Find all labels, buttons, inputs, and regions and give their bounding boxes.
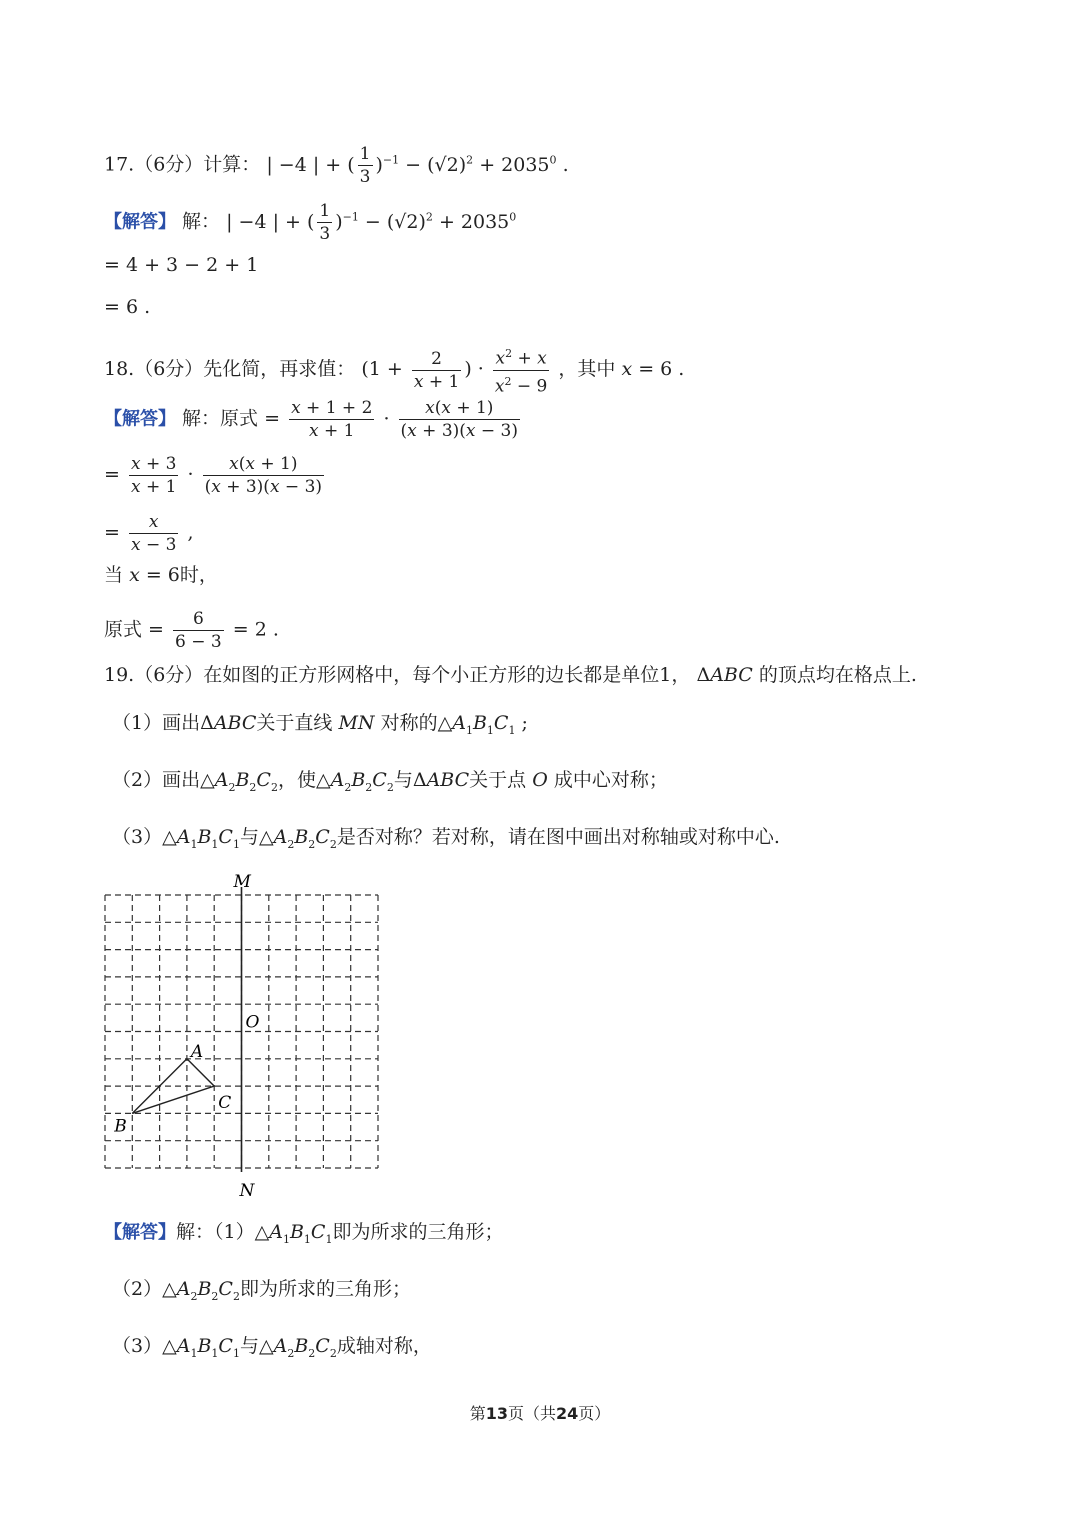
q19-answer-line3 <box>112 1333 432 1367</box>
q19-p3-text-c: 是否对称？若对称，请在图中画出对称轴或对称中心. <box>336 826 780 848</box>
q19-p3-text-a: （3）△ <box>112 826 177 848</box>
q19-a1-text-a: 解：（1）△ <box>176 1221 270 1243</box>
q19-p2-a2b2c2: $A_2B_2C_2$ <box>214 769 278 794</box>
q17-head: 17.（6分）计算： <box>104 153 261 176</box>
q18-condition: ，其中 <box>558 358 616 381</box>
q19-p1-abc: ΔABC <box>200 712 257 734</box>
grid-figure <box>95 870 395 1200</box>
q18-when: 当 <box>104 564 124 586</box>
q19-p2-abc: ΔABC <box>412 769 470 791</box>
q17-answer-tag: 【解答】 <box>104 211 176 233</box>
q18-when-line <box>104 562 218 588</box>
q19-p2-a2b2c2-b: $A_2B_2C_2$ <box>330 769 394 794</box>
footer-mid: 页（共 <box>507 1404 556 1423</box>
q19-part2 <box>112 767 668 801</box>
q19-a1-a1b1c1: $A_1B_1C_1$ <box>269 1221 333 1246</box>
q19-p2-text-a: （2）画出△ <box>112 769 215 791</box>
q17-answer-expression: | −4 | + ( $\frac{1}{3}$ )$^{-1} - (√2)^2 + 2035^0$ <box>226 201 517 244</box>
q17-line <box>104 143 569 188</box>
q19-p2-text-c: 与 <box>393 769 413 791</box>
q19-p2-text-b: ，使△ <box>277 769 331 791</box>
q18-final-lead: 原式 = <box>104 618 164 641</box>
q18-step1: = $\frac{x + 3}{x + 1}$ · $\frac{x(x + 1)}{(x + 3)(x - 3)}$ <box>104 454 323 497</box>
page-footer <box>0 1401 1080 1424</box>
q19-line <box>104 662 917 688</box>
q19-p3-text-b: 与△ <box>239 826 274 848</box>
q17-answer-lead: 解： <box>182 210 221 233</box>
footer-page-number: 13 <box>485 1404 508 1423</box>
q19-a3-text-b: 与△ <box>239 1335 274 1357</box>
q19-p1-text-a: （1）画出 <box>112 712 201 734</box>
q19-head-tail: 的顶点均在格点上. <box>758 664 917 686</box>
q18-expression: (1 + $\frac{2}{x + 1}$ ) · $\frac{x^2 + x}{x^2 - 9}$ <box>361 358 552 380</box>
q17-step1: = 4 + 3 − 2 + 1 <box>104 254 259 276</box>
q19-answer-line2 <box>112 1276 411 1310</box>
label-a: A <box>190 1041 204 1062</box>
q19-a3-text-c: 成轴对称， <box>336 1335 432 1357</box>
q19-head: 19.（6分）在如图的正方形网格中，每个小正方形的边长都是单位1， <box>104 664 691 686</box>
footer-post: 页） <box>578 1404 611 1423</box>
label-n: N <box>239 1181 255 1200</box>
q18-line <box>104 343 684 397</box>
q19-p2-o: O <box>526 769 554 791</box>
q17-expression: | −4 | + ( $\frac{1}{3}$ )$^{-1} - (√2)^2 + 2035^0$ . <box>266 144 569 187</box>
q19-answer-tag: 【解答】 <box>104 1222 176 1243</box>
q18-step2: = $\frac{x}{x - 3}$ , <box>104 512 194 555</box>
label-b: B <box>114 1116 127 1137</box>
q19-p1-text-b: 关于直线 <box>256 712 333 734</box>
q18-head: 18.（6分）先化简，再求值： <box>104 358 356 381</box>
q19-a2-text-b: 即为所求的三角形； <box>239 1278 411 1300</box>
q17-answer-line <box>104 200 516 245</box>
q19-p3-a1b1c1: $A_1B_1C_1$ <box>176 826 240 851</box>
q19-p1-text-c: 对称的△ <box>380 712 453 734</box>
q19-triangle-abc: ΔABC <box>696 664 753 686</box>
q18-answer-step0: $\frac{x + 1 + 2}{x + 1}$ · $\frac{x(x + 1)}{(x + 3)(x - 3)}$ <box>291 398 518 441</box>
q18-when-value: x = 6 <box>129 564 180 586</box>
q19-a1-text-b: 即为所求的三角形； <box>332 1221 504 1243</box>
q19-p2-text-e: 成中心对称； <box>553 769 668 791</box>
q19-a2-a2b2c2: $A_2B_2C_2$ <box>176 1278 240 1303</box>
label-c: C <box>218 1093 232 1114</box>
footer-total-pages: 24 <box>556 1404 579 1423</box>
q18-final-line <box>104 608 279 653</box>
q18-answer-line <box>104 397 523 442</box>
q19-a3-a2b2c2: $A_2B_2C_2$ <box>273 1335 337 1360</box>
q18-final-tail: = 2 . <box>232 618 279 641</box>
q18-when-tail: 时， <box>179 564 218 586</box>
q17-step2: = 6 . <box>104 296 151 318</box>
q18-answer-lead: 解：原式 = <box>182 407 281 430</box>
q19-part1 <box>112 710 528 744</box>
q19-p2-text-d: 关于点 <box>469 769 527 791</box>
q19-a2-text-a: （2）△ <box>112 1278 177 1300</box>
q19-a3-text-a: （3）△ <box>112 1335 177 1357</box>
q18-final-fraction: $\frac{6}{6 - 3}$ <box>175 609 222 652</box>
q19-p1-mn: MN <box>332 712 381 734</box>
q19-p3-a2b2c2: $A_2B_2C_2$ <box>273 826 337 851</box>
q18-answer-tag: 【解答】 <box>104 408 176 430</box>
q19-a3-a1b1c1: $A_1B_1C_1$ <box>176 1335 240 1360</box>
q19-part3 <box>112 824 780 858</box>
triangle-abc <box>132 1059 214 1114</box>
q19-answer-line1 <box>104 1219 503 1253</box>
q19-p1-a1b1c1: $A_1B_1C_1$ ; <box>452 712 528 737</box>
footer-pre: 第 <box>469 1404 486 1423</box>
q18-condition-value: x = 6 . <box>621 358 685 381</box>
label-m: M <box>233 872 251 892</box>
label-o: O <box>245 1012 260 1033</box>
